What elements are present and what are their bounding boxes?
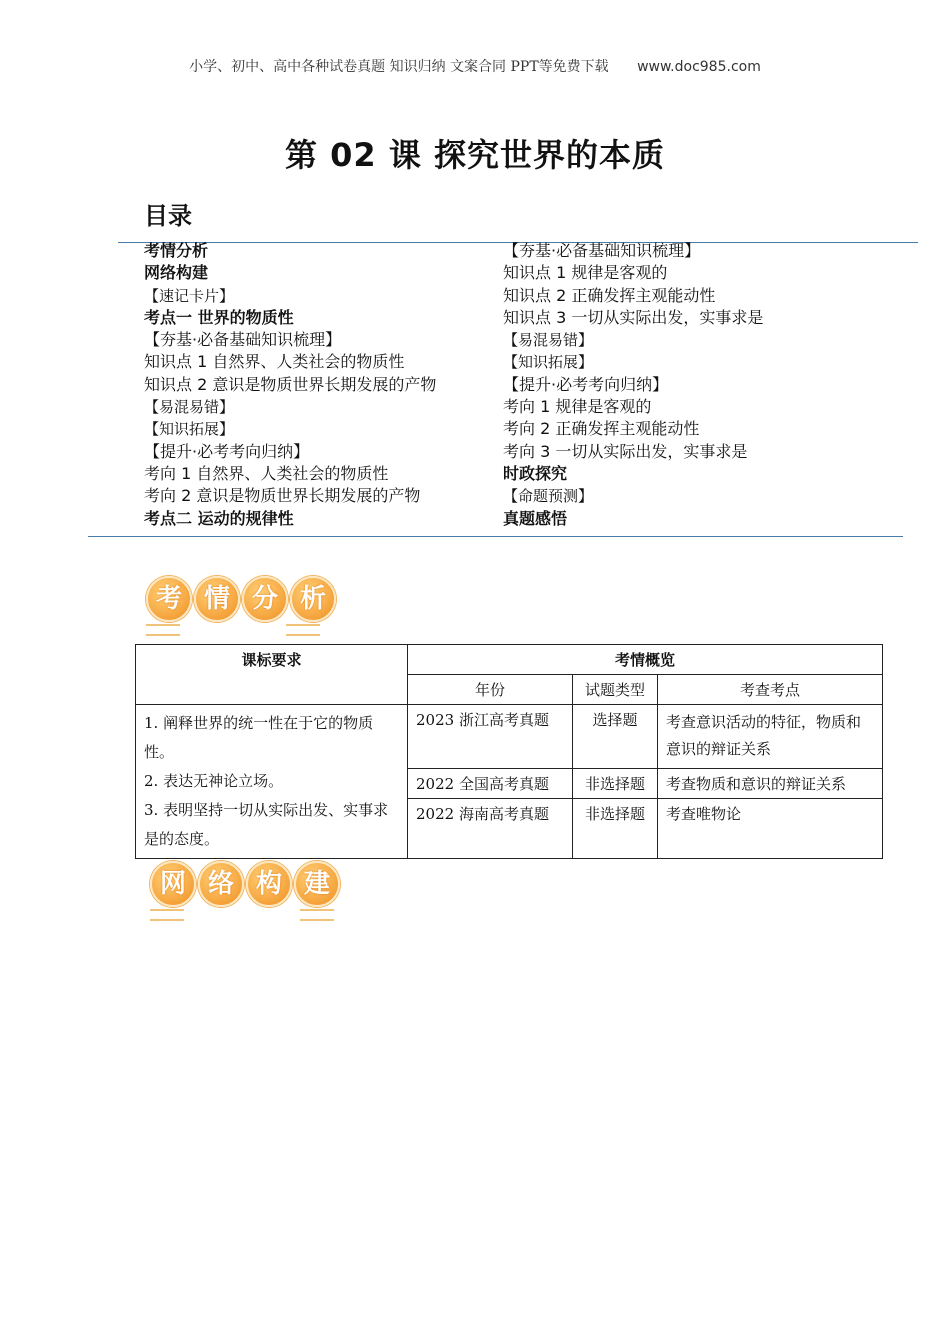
row-year: 2023 浙江高考真题 xyxy=(408,705,573,769)
badge-decoration-left xyxy=(150,909,184,921)
section-badge-network xyxy=(150,861,342,907)
toc-item[interactable]: 知识点 1 自然界、人类社会的物质性 xyxy=(144,352,405,372)
requirement-item: 1. 阐释世界的统一性在于它的物质性。 xyxy=(144,714,374,761)
row-type: 选择题 xyxy=(573,705,658,769)
badge-char: 情 xyxy=(194,576,240,622)
badge-char: 考 xyxy=(146,576,192,622)
table-subheader-point: 考查考点 xyxy=(658,675,883,705)
table-header-requirement: 课标要求 xyxy=(136,645,408,705)
toc-left-column xyxy=(144,240,436,530)
toc-item[interactable]: 网络构建 xyxy=(144,263,209,283)
toc-bottom-divider xyxy=(88,536,903,537)
toc-item[interactable]: 考向 3 一切从实际出发，实事求是 xyxy=(503,441,748,461)
toc-item[interactable]: 知识点 2 意识是物质世界长期发展的产物 xyxy=(144,374,437,394)
page-title: 第 02 课 探究世界的本质 xyxy=(285,136,665,174)
table-subheader-type: 试题类型 xyxy=(573,675,658,705)
badge-char: 构 xyxy=(246,861,292,907)
toc-item[interactable]: 【知识拓展】 xyxy=(144,420,235,439)
toc-right-column xyxy=(503,240,763,530)
row-year: 2022 全国高考真题 xyxy=(408,768,573,798)
exam-overview-table xyxy=(135,644,883,859)
row-point: 考查物质和意识的辩证关系 xyxy=(658,768,883,798)
row-type: 非选择题 xyxy=(573,799,658,859)
requirements-cell xyxy=(136,705,408,859)
toc-item[interactable]: 知识点 2 正确发挥主观能动性 xyxy=(503,285,716,305)
section-badge-exam-analysis xyxy=(146,576,338,622)
header-url[interactable]: www.doc985.com xyxy=(637,59,761,75)
toc-item[interactable]: 考向 1 自然界、人类社会的物质性 xyxy=(144,463,389,483)
toc-item[interactable]: 【提升·必考考向归纳】 xyxy=(144,441,310,461)
requirement-item: 2. 表达无神论立场。 xyxy=(144,772,284,790)
toc-item[interactable]: 知识点 1 规律是客观的 xyxy=(503,263,668,283)
table-subheader-year: 年份 xyxy=(408,675,573,705)
badge-decoration-left xyxy=(146,624,180,636)
table-header-overview: 考情概览 xyxy=(408,645,883,675)
badge-decoration-right xyxy=(286,624,320,636)
badge-char: 网 xyxy=(150,861,196,907)
row-type: 非选择题 xyxy=(573,768,658,798)
badge-char: 分 xyxy=(242,576,288,622)
toc-item[interactable]: 【夯基·必备基础知识梳理】 xyxy=(503,241,701,260)
toc-item[interactable]: 考点二 运动的规律性 xyxy=(144,508,294,528)
toc-item[interactable]: 真题感悟 xyxy=(503,508,568,528)
badge-char: 析 xyxy=(290,576,336,622)
toc-item[interactable]: 【命题预测】 xyxy=(503,487,594,506)
toc-item[interactable]: 考情分析 xyxy=(144,241,209,260)
row-point: 考查唯物论 xyxy=(658,799,883,859)
toc-heading: 目录 xyxy=(144,202,192,230)
toc-item[interactable]: 【易混易错】 xyxy=(144,398,235,417)
toc-item[interactable]: 【夯基·必备基础知识梳理】 xyxy=(144,330,342,350)
toc-item[interactable]: 考向 2 意识是物质世界长期发展的产物 xyxy=(144,486,421,506)
toc-item[interactable]: 考向 1 规律是客观的 xyxy=(503,397,652,417)
row-year: 2022 海南高考真题 xyxy=(408,799,573,859)
table-row xyxy=(136,705,883,769)
badge-decoration-right xyxy=(300,909,334,921)
toc-item[interactable]: 考点一 世界的物质性 xyxy=(144,307,294,327)
toc-item[interactable]: 考向 2 正确发挥主观能动性 xyxy=(503,419,700,439)
toc-item[interactable]: 【知识拓展】 xyxy=(503,353,594,372)
header-text: 小学、初中、高中各种试卷真题 知识归纳 文案合同 PPT等免费下载 xyxy=(189,59,609,75)
toc-item[interactable]: 知识点 3 一切从实际出发，实事求是 xyxy=(503,307,764,327)
requirement-item: 3. 表明坚持一切从实际出发、实事求是的态度。 xyxy=(144,801,389,848)
page-header xyxy=(0,56,950,76)
toc-item[interactable]: 【易混易错】 xyxy=(503,331,594,350)
row-point: 考查意识活动的特征，物质和意识的辩证关系 xyxy=(658,705,883,769)
toc-item[interactable]: 【速记卡片】 xyxy=(144,286,235,305)
badge-char: 络 xyxy=(198,861,244,907)
toc-item[interactable]: 时政探究 xyxy=(503,463,568,483)
toc-item[interactable]: 【提升·必考考向归纳】 xyxy=(503,374,669,394)
badge-char: 建 xyxy=(294,861,340,907)
